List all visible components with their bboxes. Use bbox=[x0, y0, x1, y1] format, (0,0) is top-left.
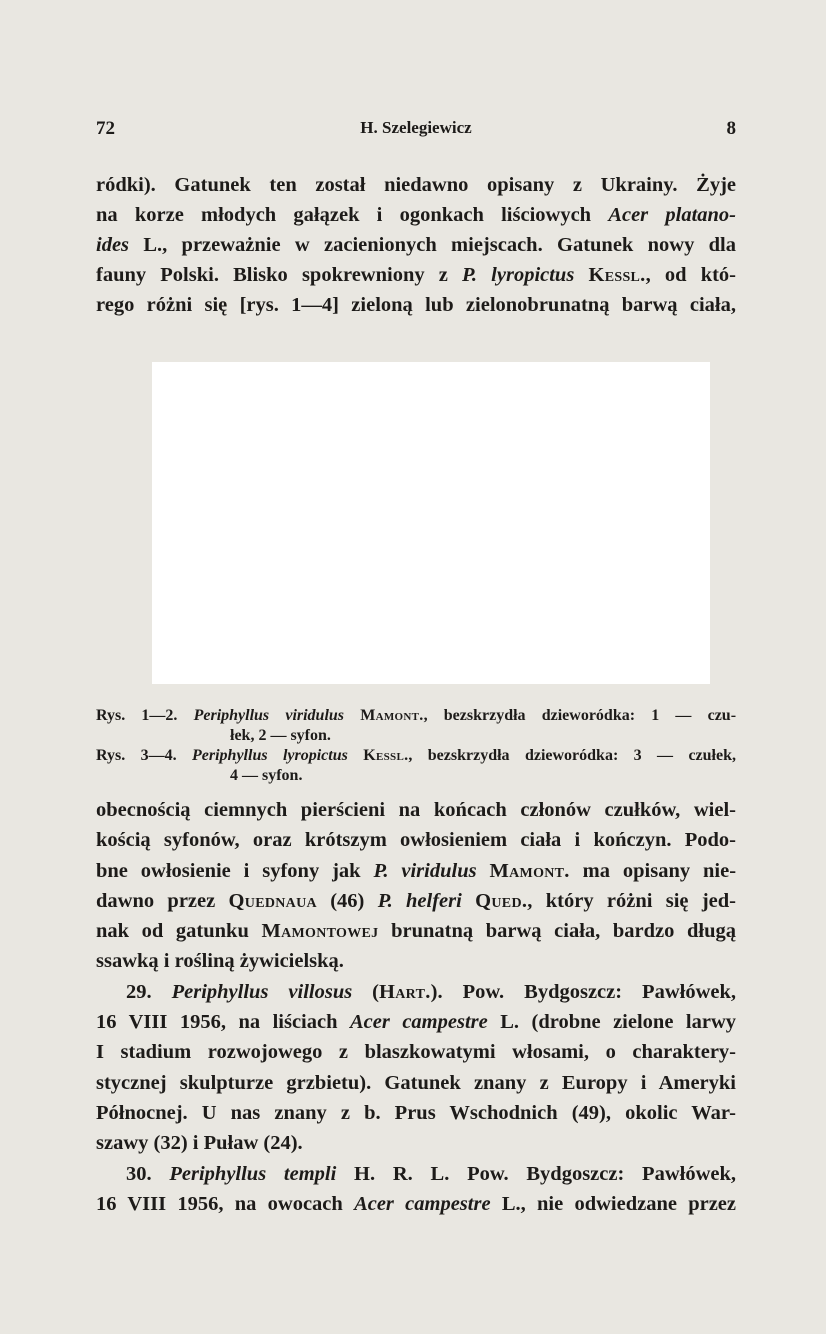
small-caps-name: Qued. bbox=[475, 889, 528, 912]
text-run: ródki). Gatunek ten został niedawno opisany z Ukrainy. Żyje bbox=[96, 174, 736, 196]
text-run: łek, 2 — syfon. bbox=[230, 727, 331, 744]
text-run: dawno przez bbox=[96, 889, 229, 912]
text-run: ssawką i rośliną żywicielską. bbox=[96, 950, 344, 973]
italic-term: P. helferi bbox=[377, 889, 462, 912]
body-line bbox=[96, 1189, 736, 1219]
caption-line bbox=[96, 726, 736, 746]
body-line bbox=[96, 1007, 736, 1037]
small-caps-name: Mamont. bbox=[360, 707, 424, 724]
italic-term: Periphyllus viridulus bbox=[193, 707, 345, 724]
body-line bbox=[96, 1159, 736, 1189]
text-run: ma opisany nie- bbox=[569, 859, 736, 882]
small-caps-name: Quednaua bbox=[228, 889, 317, 912]
text-run: L. (drobne zielone larwy bbox=[487, 1011, 736, 1034]
body-line bbox=[96, 260, 736, 290]
text-run: 29. bbox=[126, 980, 172, 1003]
body-line bbox=[96, 825, 736, 855]
text-run: bne owłosienie i syfony jak bbox=[96, 859, 374, 882]
text-run: brunatną barwą ciała, bardzo długą bbox=[378, 920, 736, 943]
body-line bbox=[96, 1098, 736, 1128]
text-run: fauny Polski. Blisko spokrewniony z bbox=[96, 264, 463, 286]
body-line bbox=[96, 290, 736, 320]
text-run: rego różni się [rys. 1—4] zieloną lub zielonobrunatną barwą ciała, bbox=[96, 294, 736, 316]
body-line bbox=[96, 230, 736, 260]
italic-term: Acer campestre bbox=[349, 1011, 488, 1034]
body-line bbox=[96, 856, 736, 886]
text-run: Północnej. U nas znany z b. Prus Wschodnich (49), okolic War- bbox=[96, 1101, 736, 1124]
small-caps-name: Kessl. bbox=[363, 747, 409, 764]
text-run bbox=[462, 890, 475, 912]
text-run: , który różni się jed- bbox=[527, 889, 736, 912]
text-run: 16 VIII 1956, na owocach bbox=[96, 1192, 355, 1215]
caption-line bbox=[96, 766, 736, 786]
body-line bbox=[96, 977, 736, 1007]
text-run: szawy (32) i Puław (24). bbox=[96, 1132, 303, 1155]
running-header bbox=[96, 118, 736, 142]
body-line bbox=[96, 886, 736, 916]
text-run: , bezskrzydła dzieworódka: 3 — czułek, bbox=[408, 747, 736, 764]
text-run: 30. bbox=[126, 1162, 170, 1185]
body-line bbox=[96, 1068, 736, 1098]
paragraph-bottom bbox=[96, 795, 736, 1219]
body-line bbox=[96, 1128, 736, 1158]
body-line bbox=[96, 170, 736, 200]
small-caps-name: Hart. bbox=[379, 980, 431, 1003]
text-run: Rys. 1—2. bbox=[96, 707, 194, 724]
text-run: , bezskrzydła dzieworódka: 1 — czu- bbox=[423, 707, 737, 724]
body-line bbox=[96, 916, 736, 946]
text-run: stycznej skulpturze grzbietu). Gatunek znany z Europy i Ameryki bbox=[96, 1071, 736, 1094]
small-caps-name: Mamontowej bbox=[261, 920, 379, 943]
paragraph-top bbox=[96, 170, 736, 320]
italic-term: Acer platano- bbox=[608, 204, 736, 226]
text-run: nak od gatunku bbox=[96, 920, 262, 943]
text-run: , od któ- bbox=[645, 264, 736, 286]
text-run: ( bbox=[352, 980, 380, 1003]
text-run: I stadium rozwojowego z blaszkowatymi włosami, o charaktery- bbox=[96, 1041, 736, 1064]
text-run bbox=[574, 264, 588, 286]
italic-term: P. viridulus bbox=[373, 859, 477, 882]
text-run: (46) bbox=[316, 889, 378, 912]
body-line bbox=[96, 795, 736, 825]
page-number: 72 bbox=[96, 118, 115, 139]
text-run bbox=[348, 747, 363, 764]
italic-term: P. lyropictus bbox=[462, 264, 575, 286]
text-run: 16 VIII 1956, na liściach bbox=[96, 1011, 350, 1034]
body-line bbox=[96, 200, 736, 230]
text-run bbox=[477, 860, 490, 882]
italic-term: Periphyllus templi bbox=[169, 1162, 337, 1185]
figure-placeholder bbox=[152, 362, 710, 684]
body-line bbox=[96, 946, 736, 976]
text-run: na korze młodych gałązek i ogonkach liściowych bbox=[96, 204, 609, 226]
text-run: L., przeważnie w zacienionych miejscach. Gatunek nowy dla bbox=[129, 234, 736, 256]
text-run: Rys. 3—4. bbox=[96, 747, 192, 764]
figure-caption bbox=[96, 706, 736, 786]
small-caps-name: Kessl. bbox=[588, 264, 646, 286]
text-run bbox=[344, 707, 360, 724]
italic-term: Periphyllus villosus bbox=[171, 980, 353, 1003]
body-line bbox=[96, 1037, 736, 1067]
italic-term: ides bbox=[96, 234, 130, 256]
text-run: kością syfonów, oraz krótszym owłosieniem ciała i kończyn. Podo- bbox=[96, 829, 736, 852]
sheet-mark: 8 bbox=[726, 118, 736, 139]
caption-line bbox=[96, 746, 736, 766]
text-run: 4 — syfon. bbox=[230, 767, 303, 784]
text-run: ). Pow. Bydgoszcz: Pawłówek, bbox=[430, 980, 736, 1003]
running-author: H. Szelegiewicz bbox=[360, 118, 472, 137]
caption-line bbox=[96, 706, 736, 726]
text-run: H. R. L. Pow. Bydgoszcz: Pawłówek, bbox=[336, 1162, 736, 1185]
small-caps-name: Mamont. bbox=[489, 859, 570, 882]
text-run: obecnością ciemnych pierścieni na końcach członów czułków, wiel- bbox=[96, 799, 736, 821]
italic-term: Periphyllus lyropictus bbox=[192, 747, 348, 764]
italic-term: Acer campestre bbox=[354, 1192, 491, 1215]
text-run: L., nie odwiedzane przez bbox=[490, 1192, 736, 1215]
